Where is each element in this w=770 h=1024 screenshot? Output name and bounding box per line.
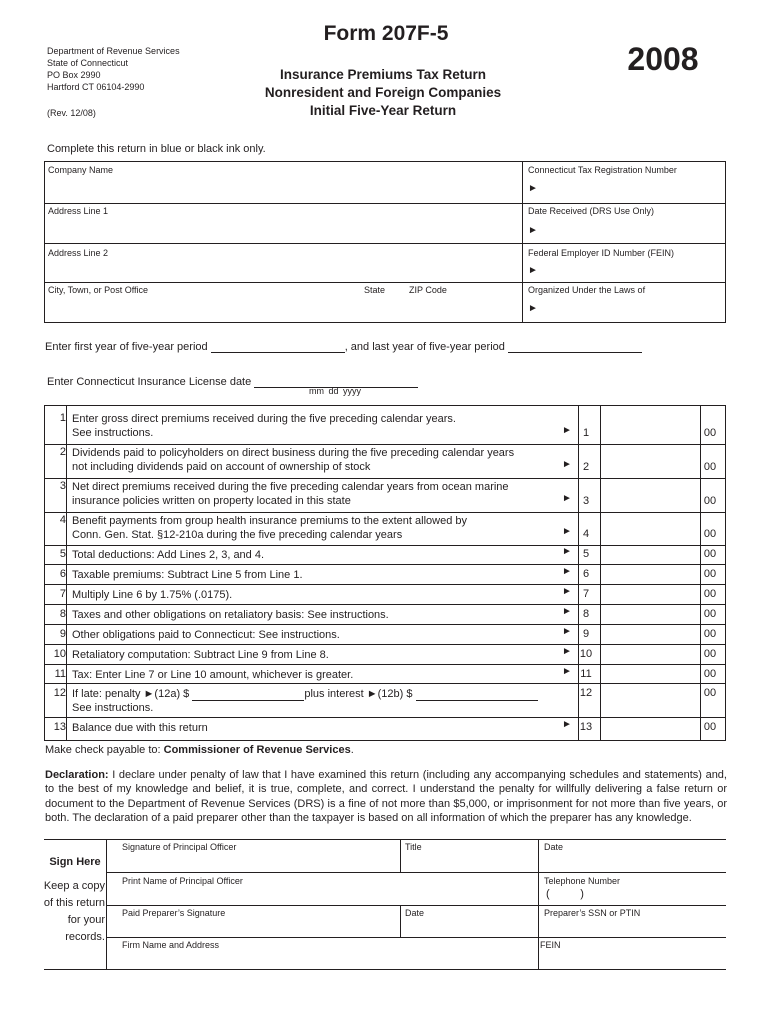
line-box-number: 11	[580, 668, 592, 680]
line-text: Dividends paid to policyholders on direct business during the five preceding calendar years	[72, 447, 515, 459]
line-number: 5	[59, 548, 66, 560]
signature-row-line	[106, 937, 726, 938]
line-12-text	[72, 687, 542, 701]
pointer-arrow-icon: ►	[562, 526, 572, 537]
payment-suffix: .	[350, 744, 354, 756]
line-text: See instructions.	[72, 702, 154, 714]
line-box-number: 8	[582, 608, 590, 620]
line-cents: 00	[703, 427, 717, 439]
line-text: not including dividends paid on account of ownership of stock	[72, 461, 371, 473]
line-cents: 00	[703, 461, 717, 473]
line-description: Tax: Enter Line 7 or Line 10 amount, whichever is greater.	[72, 669, 354, 681]
signature-divider	[400, 839, 401, 872]
city-field[interactable]: City, Town, or Post Office	[48, 285, 149, 295]
officer-title-field[interactable]: Title	[405, 842, 422, 852]
pointer-arrow-icon: ►	[562, 425, 572, 436]
first-year-label: Enter first year of five-year period	[45, 341, 208, 353]
pointer-arrow-icon: ►	[562, 459, 572, 470]
line-11-amount[interactable]	[601, 665, 699, 683]
tax-registration-field[interactable]: Connecticut Tax Registration Number	[528, 165, 677, 175]
zip-code-field[interactable]: ZIP Code	[409, 285, 447, 295]
line-text: insurance policies written on property located in this state	[72, 495, 351, 507]
telephone-area-code[interactable]: ( )	[546, 888, 584, 900]
line-description: Balance due with this return	[72, 722, 208, 734]
line-cents: 00	[703, 668, 717, 680]
pointer-arrow-icon: ►	[562, 546, 572, 557]
line-description: Total deductions: Add Lines 2, 3, and 4.	[72, 549, 265, 561]
id-row-line	[44, 282, 726, 283]
preparer-date-field[interactable]: Date	[405, 908, 425, 918]
officer-print-name-field[interactable]: Print Name of Principal Officer	[122, 876, 243, 886]
line-description	[72, 446, 542, 474]
line-5-amount[interactable]	[601, 546, 699, 564]
penalty-label: If late: penalty ►(12a) $	[72, 688, 190, 700]
line-description	[72, 687, 542, 715]
line-9-amount[interactable]	[601, 625, 699, 644]
line-4-amount[interactable]	[601, 513, 699, 545]
line-1-amount[interactable]	[601, 406, 699, 444]
signature-row-line	[106, 905, 726, 906]
firm-fein-field[interactable]: FEIN	[540, 940, 561, 950]
keep-line: of this return	[43, 897, 105, 909]
penalty-input[interactable]	[192, 690, 304, 701]
line-description: Retaliatory computation: Subtract Line 9 from Line 8.	[72, 649, 329, 661]
line-text: See instructions.	[72, 427, 154, 439]
signature-divider	[538, 839, 539, 969]
line-6-amount[interactable]	[601, 565, 699, 584]
signature-bottom-rule	[44, 969, 726, 970]
telephone-field[interactable]: Telephone Number	[544, 876, 621, 886]
first-year-input[interactable]	[211, 341, 345, 353]
line-box-number: 12	[579, 687, 593, 699]
pointer-arrow-icon: ►	[562, 626, 572, 637]
line-number: 11	[54, 668, 66, 680]
line-13-amount[interactable]	[601, 718, 699, 740]
keep-copy-note	[41, 878, 105, 946]
line-cents: 00	[703, 548, 717, 560]
line-box-number: 10	[579, 648, 593, 660]
line-cents: 00	[703, 608, 717, 620]
id-row-line	[44, 243, 726, 244]
company-name-field[interactable]: Company Name	[48, 165, 114, 175]
line-number: 12	[53, 687, 66, 699]
line-description	[72, 412, 542, 440]
line-number: 1	[59, 412, 66, 424]
line-number: 6	[59, 568, 66, 580]
line-cents: 00	[703, 588, 717, 600]
keep-line: for your	[67, 914, 105, 926]
line-text: Net direct premiums received during the five preceding calendar years from ocean marine	[72, 481, 509, 493]
line-box-number: 4	[582, 528, 590, 540]
signature-divider	[400, 905, 401, 937]
line-number: 2	[59, 446, 66, 458]
line-description: Taxes and other obligations on retaliatory basis: See instructions.	[72, 609, 389, 621]
line-2-amount[interactable]	[601, 445, 699, 478]
line-10-amount[interactable]	[601, 645, 699, 664]
line-cents: 00	[703, 648, 717, 660]
last-year-input[interactable]	[508, 341, 642, 353]
line-number: 10	[53, 648, 66, 660]
line-number: 13	[53, 721, 66, 733]
keep-line: Keep a copy	[43, 880, 105, 892]
title-line: Insurance Premiums Tax Return	[279, 67, 487, 82]
five-year-period	[45, 341, 642, 353]
id-divider	[522, 161, 523, 323]
line-text: Conn. Gen. Stat. §12-210a during the five preceding calendar years	[72, 529, 403, 541]
preparer-signature-field[interactable]: Paid Preparer’s Signature	[122, 908, 226, 918]
firm-name-field[interactable]: Firm Name and Address	[122, 940, 220, 950]
line-number: 3	[59, 480, 66, 492]
line-description	[72, 480, 542, 508]
line-cents: 00	[703, 528, 717, 540]
signature-row-line	[106, 872, 726, 873]
tax-year: 2008	[627, 41, 699, 77]
declaration-body: I declare under penalty of law that I have examined this return (including any accompanying schedules and statements) and, to the best of my knowledge and belief, it is true, complete, and correct. I understand the penalty for willfully delivering a false return or document to the Department of Revenue Services (DRS) is a fine of not more than $5,000, or imprisonment for not more than five years, or both. The declaration of a paid preparer other than the taxpayer is based on all information of which the preparer has any knowledge.	[45, 769, 727, 825]
address-line-2-field[interactable]: Address Line 2	[48, 248, 109, 258]
line-12-amount[interactable]	[601, 684, 699, 717]
line-number: 9	[59, 628, 66, 640]
pointer-arrow-icon: ►	[562, 606, 572, 617]
agency-line: PO Box 2990	[47, 70, 101, 80]
pointer-arrow-icon: ►	[562, 566, 572, 577]
pointer-arrow-icon: ►	[562, 646, 572, 657]
line-box-number: 1	[582, 427, 590, 439]
form-title	[236, 66, 530, 120]
pointer-arrow-icon: ►	[528, 265, 538, 276]
line-7-amount[interactable]	[601, 585, 699, 604]
address-line-1-field[interactable]: Address Line 1	[48, 206, 109, 216]
line-description: Taxable premiums: Subtract Line 5 from Line 1.	[72, 569, 303, 581]
officer-date-field[interactable]: Date	[544, 842, 564, 852]
form-number: Form 207F-5	[323, 22, 449, 45]
preparer-ssn-field[interactable]: Preparer’s SSN or PTIN	[544, 908, 641, 918]
payment-instruction	[45, 744, 354, 756]
line-box-number: 13	[579, 721, 593, 733]
line-cents: 00	[703, 721, 717, 733]
line-3-amount[interactable]	[601, 479, 699, 512]
line-description: Multiply Line 6 by 1.75% (.0175).	[72, 589, 233, 601]
id-row-line	[44, 203, 726, 204]
pointer-arrow-icon: ►	[528, 303, 538, 314]
line-cents: 00	[703, 495, 717, 507]
declaration-text	[45, 768, 727, 826]
keep-line: records.	[65, 931, 105, 943]
interest-label: plus interest ►(12b) $	[304, 688, 413, 700]
agency-address	[47, 45, 180, 93]
line-cents: 00	[703, 687, 717, 699]
signature-top-rule	[44, 839, 726, 840]
line-cents: 00	[703, 568, 717, 580]
line-8-amount[interactable]	[601, 605, 699, 624]
line-description: Other obligations paid to Connecticut: See instructions.	[72, 629, 340, 641]
state-field[interactable]: State	[364, 285, 386, 295]
line-cents: 00	[703, 628, 717, 640]
id-block	[44, 161, 726, 323]
pointer-arrow-icon: ►	[562, 719, 572, 730]
pointer-arrow-icon: ►	[562, 666, 572, 677]
agency-line: Department of Revenue Services	[47, 46, 180, 56]
license-date-label: Enter Connecticut Insurance License date	[47, 376, 252, 388]
pointer-arrow-icon: ►	[528, 225, 538, 236]
line-text: Enter gross direct premiums received during the five preceding calendar years.	[72, 413, 456, 425]
pointer-arrow-icon: ►	[562, 493, 572, 504]
last-year-label: , and last year of five-year period	[344, 341, 505, 353]
license-date-format: mm dd yyyy	[309, 386, 362, 396]
organized-under-field[interactable]: Organized Under the Laws of	[528, 285, 646, 295]
pointer-arrow-icon: ►	[562, 586, 572, 597]
line-box-number: 7	[582, 588, 590, 600]
interest-input[interactable]	[416, 690, 538, 701]
title-line: Initial Five-Year Return	[309, 103, 457, 118]
line-box-number: 3	[582, 495, 590, 507]
payment-prefix: Make check payable to:	[45, 744, 164, 756]
line-box-number: 5	[582, 548, 590, 560]
ink-instruction: Complete this return in blue or black ink only.	[47, 143, 266, 155]
payee-name: Commissioner of Revenue Services	[163, 744, 351, 756]
line-number: 4	[59, 514, 66, 526]
agency-line: State of Connecticut	[47, 58, 129, 68]
line-box-number: 6	[582, 568, 590, 580]
license-date	[47, 376, 418, 388]
line-box-number: 9	[582, 628, 590, 640]
date-received-field: Date Received (DRS Use Only)	[528, 206, 655, 216]
declaration-heading: Declaration:	[45, 769, 109, 781]
revision-date: (Rev. 12/08)	[47, 108, 96, 118]
column-divider	[66, 405, 67, 741]
title-line: Nonresident and Foreign Companies	[264, 85, 502, 100]
line-number: 8	[59, 608, 66, 620]
officer-signature-field[interactable]: Signature of Principal Officer	[122, 842, 237, 852]
pointer-arrow-icon: ►	[528, 183, 538, 194]
sign-here-label: Sign Here	[49, 856, 101, 868]
line-description	[72, 514, 542, 542]
line-number: 7	[59, 588, 66, 600]
fein-field[interactable]: Federal Employer ID Number (FEIN)	[528, 248, 675, 258]
line-text: Benefit payments from group health insurance premiums to the extent allowed by	[72, 515, 467, 527]
signature-divider	[106, 839, 107, 969]
line-box-number: 2	[582, 461, 590, 473]
agency-line: Hartford CT 06104-2990	[47, 82, 145, 92]
